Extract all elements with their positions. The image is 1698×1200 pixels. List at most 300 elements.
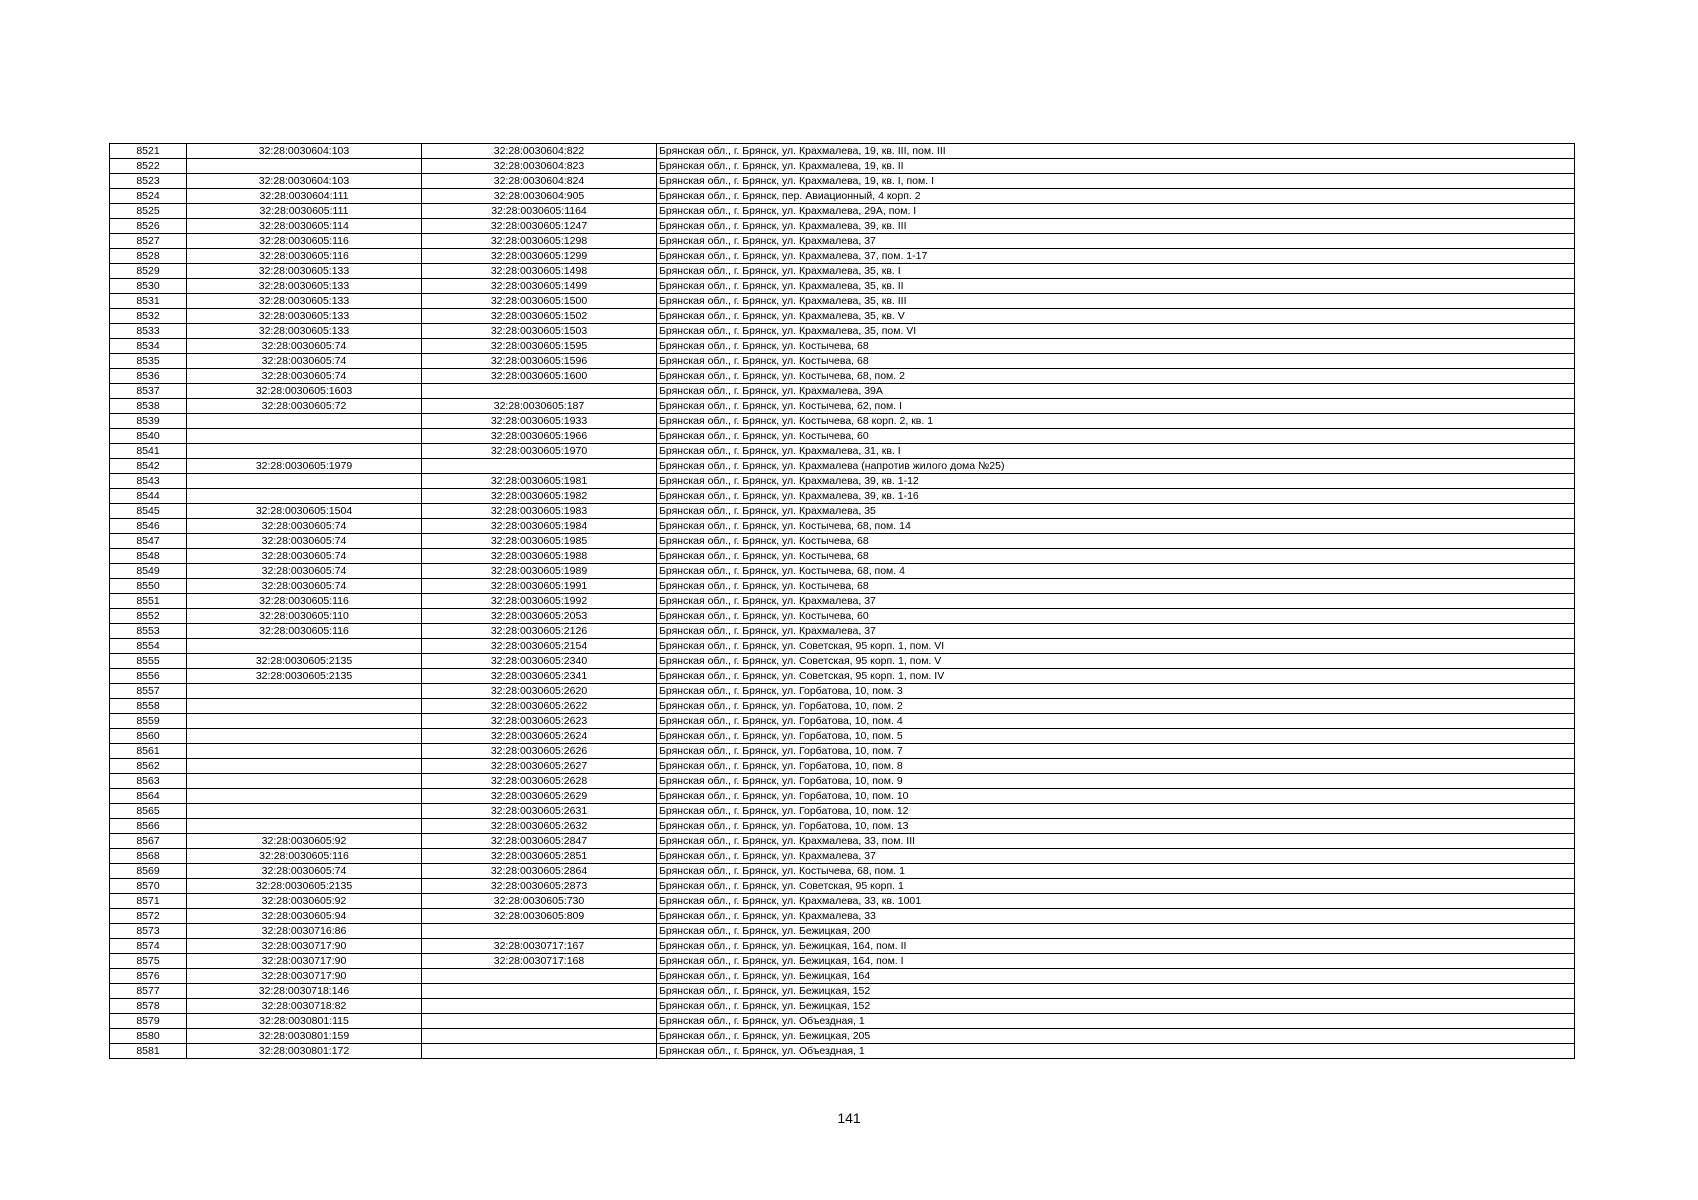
row-number-cell: 8561 bbox=[110, 744, 187, 759]
parent-cadastral-number-cell: 32:28:0030605:92 bbox=[187, 894, 422, 909]
cadastral-number-cell: 32:28:0030605:1983 bbox=[422, 504, 657, 519]
parent-cadastral-number-cell: 32:28:0030605:133 bbox=[187, 294, 422, 309]
address-cell: Брянская обл., г. Брянск, ул. Крахмалева, 19, кв. I, пом. I bbox=[657, 174, 1575, 189]
table-row bbox=[110, 189, 1575, 204]
table-row bbox=[110, 864, 1575, 879]
parent-cadastral-number-cell: 32:28:0030605:74 bbox=[187, 369, 422, 384]
cadastral-number-cell: 32:28:0030605:1985 bbox=[422, 534, 657, 549]
address-cell: Брянская обл., г. Брянск, ул. Крахмалева, 39, кв. III bbox=[657, 219, 1575, 234]
table-row bbox=[110, 879, 1575, 894]
address-cell: Брянская обл., г. Брянск, ул. Крахмалева (напротив жилого дома №25) bbox=[657, 459, 1575, 474]
table-row bbox=[110, 174, 1575, 189]
parent-cadastral-number-cell: 32:28:0030604:103 bbox=[187, 174, 422, 189]
row-number-cell: 8563 bbox=[110, 774, 187, 789]
row-number-cell: 8560 bbox=[110, 729, 187, 744]
address-cell: Брянская обл., г. Брянск, ул. Крахмалева, 33, кв. 1001 bbox=[657, 894, 1575, 909]
row-number-cell: 8576 bbox=[110, 969, 187, 984]
cadastral-number-cell: 32:28:0030605:1982 bbox=[422, 489, 657, 504]
row-number-cell: 8559 bbox=[110, 714, 187, 729]
table-row bbox=[110, 909, 1575, 924]
address-cell: Брянская обл., г. Брянск, ул. Объездная, 1 bbox=[657, 1044, 1575, 1059]
table-row bbox=[110, 159, 1575, 174]
address-cell: Брянская обл., г. Брянск, ул. Горбатова, 10, пом. 3 bbox=[657, 684, 1575, 699]
address-cell: Брянская обл., г. Брянск, ул. Горбатова, 10, пом. 10 bbox=[657, 789, 1575, 804]
table-row bbox=[110, 894, 1575, 909]
address-cell: Брянская обл., г. Брянск, ул. Советская, 95 корп. 1, пом. VI bbox=[657, 639, 1575, 654]
cadastral-number-cell bbox=[422, 924, 657, 939]
row-number-cell: 8577 bbox=[110, 984, 187, 999]
table-row bbox=[110, 264, 1575, 279]
row-number-cell: 8533 bbox=[110, 324, 187, 339]
parent-cadastral-number-cell: 32:28:0030717:90 bbox=[187, 954, 422, 969]
cadastral-number-cell: 32:28:0030605:1992 bbox=[422, 594, 657, 609]
address-cell: Брянская обл., г. Брянск, ул. Костычева, 60 bbox=[657, 609, 1575, 624]
cadastral-number-cell bbox=[422, 1029, 657, 1044]
row-number-cell: 8542 bbox=[110, 459, 187, 474]
row-number-cell: 8568 bbox=[110, 849, 187, 864]
parent-cadastral-number-cell: 32:28:0030604:103 bbox=[187, 144, 422, 159]
parent-cadastral-number-cell bbox=[187, 414, 422, 429]
address-cell: Брянская обл., г. Брянск, ул. Костычева, 68 bbox=[657, 339, 1575, 354]
table-row bbox=[110, 1029, 1575, 1044]
cadastral-number-cell: 32:28:0030605:2627 bbox=[422, 759, 657, 774]
registry-table-body bbox=[110, 144, 1575, 1059]
table-row bbox=[110, 294, 1575, 309]
address-cell: Брянская обл., г. Брянск, ул. Костычева, 68, пом. 4 bbox=[657, 564, 1575, 579]
row-number-cell: 8524 bbox=[110, 189, 187, 204]
cadastral-number-cell: 32:28:0030605:1991 bbox=[422, 579, 657, 594]
cadastral-number-cell: 32:28:0030605:2864 bbox=[422, 864, 657, 879]
parent-cadastral-number-cell: 32:28:0030605:74 bbox=[187, 864, 422, 879]
row-number-cell: 8531 bbox=[110, 294, 187, 309]
table-row bbox=[110, 699, 1575, 714]
row-number-cell: 8536 bbox=[110, 369, 187, 384]
table-row bbox=[110, 819, 1575, 834]
cadastral-number-cell: 32:28:0030605:1595 bbox=[422, 339, 657, 354]
address-cell: Брянская обл., г. Брянск, ул. Костычева, 68 bbox=[657, 549, 1575, 564]
cadastral-number-cell: 32:28:0030605:1984 bbox=[422, 519, 657, 534]
table-row bbox=[110, 609, 1575, 624]
cadastral-number-cell bbox=[422, 459, 657, 474]
table-row bbox=[110, 234, 1575, 249]
cadastral-number-cell: 32:28:0030605:1988 bbox=[422, 549, 657, 564]
parent-cadastral-number-cell: 32:28:0030716:86 bbox=[187, 924, 422, 939]
cadastral-number-cell: 32:28:0030605:2632 bbox=[422, 819, 657, 834]
cadastral-number-cell: 32:28:0030604:822 bbox=[422, 144, 657, 159]
parent-cadastral-number-cell bbox=[187, 729, 422, 744]
table-row bbox=[110, 399, 1575, 414]
row-number-cell: 8550 bbox=[110, 579, 187, 594]
cadastral-number-cell bbox=[422, 969, 657, 984]
row-number-cell: 8551 bbox=[110, 594, 187, 609]
parent-cadastral-number-cell: 32:28:0030717:90 bbox=[187, 969, 422, 984]
row-number-cell: 8578 bbox=[110, 999, 187, 1014]
row-number-cell: 8580 bbox=[110, 1029, 187, 1044]
table-row bbox=[110, 519, 1575, 534]
cadastral-number-cell: 32:28:0030604:824 bbox=[422, 174, 657, 189]
cadastral-number-cell: 32:28:0030605:2340 bbox=[422, 654, 657, 669]
row-number-cell: 8571 bbox=[110, 894, 187, 909]
address-cell: Брянская обл., г. Брянск, ул. Горбатова, 10, пом. 7 bbox=[657, 744, 1575, 759]
table-row bbox=[110, 489, 1575, 504]
cadastral-number-cell: 32:28:0030605:2620 bbox=[422, 684, 657, 699]
row-number-cell: 8541 bbox=[110, 444, 187, 459]
row-number-cell: 8539 bbox=[110, 414, 187, 429]
address-cell: Брянская обл., г. Брянск, ул. Костычева, 60 bbox=[657, 429, 1575, 444]
table-row bbox=[110, 1044, 1575, 1059]
address-cell: Брянская обл., г. Брянск, ул. Костычева, 62, пом. I bbox=[657, 399, 1575, 414]
table-row bbox=[110, 414, 1575, 429]
table-row bbox=[110, 249, 1575, 264]
row-number-cell: 8574 bbox=[110, 939, 187, 954]
cadastral-number-cell: 32:28:0030605:2623 bbox=[422, 714, 657, 729]
table-row bbox=[110, 669, 1575, 684]
cadastral-number-cell: 32:28:0030605:1500 bbox=[422, 294, 657, 309]
cadastral-number-cell: 32:28:0030604:823 bbox=[422, 159, 657, 174]
table-row bbox=[110, 579, 1575, 594]
parent-cadastral-number-cell: 32:28:0030605:74 bbox=[187, 519, 422, 534]
cadastral-number-cell: 32:28:0030604:905 bbox=[422, 189, 657, 204]
address-cell: Брянская обл., г. Брянск, ул. Советская, 95 корп. 1, пом. V bbox=[657, 654, 1575, 669]
table-row bbox=[110, 939, 1575, 954]
parent-cadastral-number-cell bbox=[187, 429, 422, 444]
address-cell: Брянская обл., г. Брянск, ул. Костычева, 68 bbox=[657, 354, 1575, 369]
row-number-cell: 8526 bbox=[110, 219, 187, 234]
cadastral-number-cell: 32:28:0030605:1498 bbox=[422, 264, 657, 279]
address-cell: Брянская обл., г. Брянск, ул. Бежицкая, 205 bbox=[657, 1029, 1575, 1044]
table-row bbox=[110, 534, 1575, 549]
address-cell: Брянская обл., г. Брянск, ул. Советская, 95 корп. 1 bbox=[657, 879, 1575, 894]
address-cell: Брянская обл., г. Брянск, ул. Горбатова, 10, пом. 5 bbox=[657, 729, 1575, 744]
row-number-cell: 8544 bbox=[110, 489, 187, 504]
address-cell: Брянская обл., г. Брянск, ул. Крахмалева, 39, кв. 1-12 bbox=[657, 474, 1575, 489]
table-row bbox=[110, 954, 1575, 969]
parent-cadastral-number-cell: 32:28:0030605:133 bbox=[187, 324, 422, 339]
address-cell: Брянская обл., г. Брянск, ул. Крахмалева, 37 bbox=[657, 234, 1575, 249]
row-number-cell: 8523 bbox=[110, 174, 187, 189]
cadastral-number-cell: 32:28:0030605:2628 bbox=[422, 774, 657, 789]
address-cell: Брянская обл., г. Брянск, ул. Крахмалева, 33 bbox=[657, 909, 1575, 924]
table-row bbox=[110, 474, 1575, 489]
registry-table bbox=[109, 143, 1575, 1059]
table-row bbox=[110, 789, 1575, 804]
address-cell: Брянская обл., г. Брянск, ул. Крахмалева, 37 bbox=[657, 849, 1575, 864]
parent-cadastral-number-cell: 32:28:0030605:116 bbox=[187, 594, 422, 609]
parent-cadastral-number-cell: 32:28:0030605:133 bbox=[187, 309, 422, 324]
address-cell: Брянская обл., г. Брянск, ул. Крахмалева, 19, кв. III, пом. III bbox=[657, 144, 1575, 159]
table-row bbox=[110, 504, 1575, 519]
row-number-cell: 8581 bbox=[110, 1044, 187, 1059]
cadastral-number-cell: 32:28:0030605:1499 bbox=[422, 279, 657, 294]
table-row bbox=[110, 219, 1575, 234]
cadastral-number-cell: 32:28:0030605:2847 bbox=[422, 834, 657, 849]
table-row bbox=[110, 639, 1575, 654]
cadastral-number-cell: 32:28:0030605:1299 bbox=[422, 249, 657, 264]
row-number-cell: 8564 bbox=[110, 789, 187, 804]
cadastral-number-cell bbox=[422, 1014, 657, 1029]
row-number-cell: 8535 bbox=[110, 354, 187, 369]
table-row bbox=[110, 834, 1575, 849]
cadastral-number-cell: 32:28:0030605:2624 bbox=[422, 729, 657, 744]
row-number-cell: 8579 bbox=[110, 1014, 187, 1029]
parent-cadastral-number-cell bbox=[187, 489, 422, 504]
row-number-cell: 8545 bbox=[110, 504, 187, 519]
table-row bbox=[110, 969, 1575, 984]
address-cell: Брянская обл., г. Брянск, ул. Крахмалева, 39, кв. 1-16 bbox=[657, 489, 1575, 504]
row-number-cell: 8522 bbox=[110, 159, 187, 174]
parent-cadastral-number-cell: 32:28:0030605:111 bbox=[187, 204, 422, 219]
cadastral-number-cell: 32:28:0030605:2622 bbox=[422, 699, 657, 714]
row-number-cell: 8552 bbox=[110, 609, 187, 624]
table-row bbox=[110, 759, 1575, 774]
parent-cadastral-number-cell: 32:28:0030801:172 bbox=[187, 1044, 422, 1059]
cadastral-number-cell: 32:28:0030605:1247 bbox=[422, 219, 657, 234]
address-cell: Брянская обл., г. Брянск, ул. Горбатова, 10, пом. 8 bbox=[657, 759, 1575, 774]
row-number-cell: 8555 bbox=[110, 654, 187, 669]
table-row bbox=[110, 654, 1575, 669]
row-number-cell: 8567 bbox=[110, 834, 187, 849]
table-row bbox=[110, 279, 1575, 294]
address-cell: Брянская обл., г. Брянск, ул. Крахмалева, 31, кв. I bbox=[657, 444, 1575, 459]
table-row bbox=[110, 744, 1575, 759]
address-cell: Брянская обл., г. Брянск, ул. Крахмалева, 35, кв. III bbox=[657, 294, 1575, 309]
address-cell: Брянская обл., г. Брянск, ул. Бежицкая, 164 bbox=[657, 969, 1575, 984]
parent-cadastral-number-cell: 32:28:0030605:74 bbox=[187, 534, 422, 549]
cadastral-number-cell: 32:28:0030605:1989 bbox=[422, 564, 657, 579]
table-row bbox=[110, 924, 1575, 939]
parent-cadastral-number-cell bbox=[187, 789, 422, 804]
address-cell: Брянская обл., г. Брянск, ул. Крахмалева, 37 bbox=[657, 594, 1575, 609]
address-cell: Брянская обл., г. Брянск, ул. Костычева, 68 bbox=[657, 534, 1575, 549]
parent-cadastral-number-cell: 32:28:0030605:74 bbox=[187, 564, 422, 579]
cadastral-number-cell bbox=[422, 984, 657, 999]
address-cell: Брянская обл., г. Брянск, ул. Костычева, 68, пом. 14 bbox=[657, 519, 1575, 534]
cadastral-number-cell: 32:28:0030605:1981 bbox=[422, 474, 657, 489]
cadastral-number-cell: 32:28:0030605:187 bbox=[422, 399, 657, 414]
row-number-cell: 8528 bbox=[110, 249, 187, 264]
cadastral-number-cell: 32:28:0030605:1596 bbox=[422, 354, 657, 369]
row-number-cell: 8537 bbox=[110, 384, 187, 399]
cadastral-number-cell: 32:28:0030605:2126 bbox=[422, 624, 657, 639]
parent-cadastral-number-cell: 32:28:0030605:72 bbox=[187, 399, 422, 414]
table-row bbox=[110, 984, 1575, 999]
cadastral-number-cell: 32:28:0030605:2873 bbox=[422, 879, 657, 894]
parent-cadastral-number-cell: 32:28:0030718:146 bbox=[187, 984, 422, 999]
table-row bbox=[110, 459, 1575, 474]
row-number-cell: 8556 bbox=[110, 669, 187, 684]
table-row bbox=[110, 729, 1575, 744]
address-cell: Брянская обл., г. Брянск, ул. Крахмалева, 29А, пом. I bbox=[657, 204, 1575, 219]
parent-cadastral-number-cell: 32:28:0030605:74 bbox=[187, 549, 422, 564]
parent-cadastral-number-cell: 32:28:0030605:114 bbox=[187, 219, 422, 234]
parent-cadastral-number-cell bbox=[187, 744, 422, 759]
row-number-cell: 8558 bbox=[110, 699, 187, 714]
parent-cadastral-number-cell: 32:28:0030605:2135 bbox=[187, 654, 422, 669]
cadastral-number-cell: 32:28:0030717:167 bbox=[422, 939, 657, 954]
cadastral-number-cell: 32:28:0030605:2154 bbox=[422, 639, 657, 654]
parent-cadastral-number-cell: 32:28:0030605:74 bbox=[187, 579, 422, 594]
cadastral-number-cell: 32:28:0030605:2851 bbox=[422, 849, 657, 864]
table-row bbox=[110, 204, 1575, 219]
table-row bbox=[110, 684, 1575, 699]
cadastral-number-cell: 32:28:0030605:2053 bbox=[422, 609, 657, 624]
address-cell: Брянская обл., г. Брянск, ул. Крахмалева, 39А bbox=[657, 384, 1575, 399]
cadastral-number-cell: 32:28:0030605:2626 bbox=[422, 744, 657, 759]
page-number: 141 bbox=[837, 1110, 861, 1126]
parent-cadastral-number-cell: 32:28:0030605:94 bbox=[187, 909, 422, 924]
parent-cadastral-number-cell: 32:28:0030604:111 bbox=[187, 189, 422, 204]
parent-cadastral-number-cell: 32:28:0030605:1603 bbox=[187, 384, 422, 399]
row-number-cell: 8546 bbox=[110, 519, 187, 534]
cadastral-number-cell: 32:28:0030717:168 bbox=[422, 954, 657, 969]
address-cell: Брянская обл., г. Брянск, ул. Горбатова, 10, пом. 9 bbox=[657, 774, 1575, 789]
address-cell: Брянская обл., г. Брянск, ул. Крахмалева, 35, кв. V bbox=[657, 309, 1575, 324]
parent-cadastral-number-cell bbox=[187, 684, 422, 699]
parent-cadastral-number-cell: 32:28:0030801:159 bbox=[187, 1029, 422, 1044]
parent-cadastral-number-cell: 32:28:0030605:74 bbox=[187, 339, 422, 354]
row-number-cell: 8554 bbox=[110, 639, 187, 654]
parent-cadastral-number-cell: 32:28:0030605:92 bbox=[187, 834, 422, 849]
parent-cadastral-number-cell bbox=[187, 804, 422, 819]
parent-cadastral-number-cell: 32:28:0030605:133 bbox=[187, 264, 422, 279]
parent-cadastral-number-cell bbox=[187, 159, 422, 174]
row-number-cell: 8538 bbox=[110, 399, 187, 414]
table-row bbox=[110, 429, 1575, 444]
row-number-cell: 8553 bbox=[110, 624, 187, 639]
cadastral-number-cell: 32:28:0030605:2631 bbox=[422, 804, 657, 819]
address-cell: Брянская обл., г. Брянск, ул. Крахмалева, 35, кв. II bbox=[657, 279, 1575, 294]
parent-cadastral-number-cell: 32:28:0030605:116 bbox=[187, 624, 422, 639]
address-cell: Брянская обл., г. Брянск, ул. Крахмалева, 35, кв. I bbox=[657, 264, 1575, 279]
address-cell: Брянская обл., г. Брянск, ул. Крахмалева, 37, пом. 1-17 bbox=[657, 249, 1575, 264]
cadastral-number-cell: 32:28:0030605:1298 bbox=[422, 234, 657, 249]
address-cell: Брянская обл., г. Брянск, ул. Горбатова, 10, пом. 2 bbox=[657, 699, 1575, 714]
address-cell: Брянская обл., г. Брянск, ул. Крахмалева, 37 bbox=[657, 624, 1575, 639]
table-row bbox=[110, 714, 1575, 729]
address-cell: Брянская обл., г. Брянск, ул. Крахмалева, 33, пом. III bbox=[657, 834, 1575, 849]
table-row bbox=[110, 309, 1575, 324]
row-number-cell: 8530 bbox=[110, 279, 187, 294]
cadastral-number-cell bbox=[422, 999, 657, 1014]
address-cell: Брянская обл., г. Брянск, ул. Объездная, 1 bbox=[657, 1014, 1575, 1029]
address-cell: Брянская обл., г. Брянск, ул. Советская, 95 корп. 1, пом. IV bbox=[657, 669, 1575, 684]
address-cell: Брянская обл., г. Брянск, пер. Авиационный, 4 корп. 2 bbox=[657, 189, 1575, 204]
cadastral-number-cell: 32:28:0030605:809 bbox=[422, 909, 657, 924]
table-row bbox=[110, 564, 1575, 579]
parent-cadastral-number-cell bbox=[187, 714, 422, 729]
table-row bbox=[110, 144, 1575, 159]
cadastral-number-cell: 32:28:0030605:1970 bbox=[422, 444, 657, 459]
table-row bbox=[110, 354, 1575, 369]
cadastral-number-cell: 32:28:0030605:1933 bbox=[422, 414, 657, 429]
row-number-cell: 8575 bbox=[110, 954, 187, 969]
cadastral-number-cell: 32:28:0030605:730 bbox=[422, 894, 657, 909]
table-row bbox=[110, 999, 1575, 1014]
table-row bbox=[110, 369, 1575, 384]
parent-cadastral-number-cell bbox=[187, 444, 422, 459]
table-row bbox=[110, 384, 1575, 399]
address-cell: Брянская обл., г. Брянск, ул. Крахмалева, 19, кв. II bbox=[657, 159, 1575, 174]
address-cell: Брянская обл., г. Брянск, ул. Бежицкая, 152 bbox=[657, 984, 1575, 999]
parent-cadastral-number-cell bbox=[187, 819, 422, 834]
address-cell: Брянская обл., г. Брянск, ул. Костычева, 68, пом. 1 bbox=[657, 864, 1575, 879]
parent-cadastral-number-cell: 32:28:0030605:1979 bbox=[187, 459, 422, 474]
table-row bbox=[110, 774, 1575, 789]
address-cell: Брянская обл., г. Брянск, ул. Костычева, 68 bbox=[657, 579, 1575, 594]
parent-cadastral-number-cell: 32:28:0030605:2135 bbox=[187, 669, 422, 684]
table-row bbox=[110, 339, 1575, 354]
parent-cadastral-number-cell: 32:28:0030717:90 bbox=[187, 939, 422, 954]
parent-cadastral-number-cell: 32:28:0030605:2135 bbox=[187, 879, 422, 894]
address-cell: Брянская обл., г. Брянск, ул. Горбатова, 10, пом. 12 bbox=[657, 804, 1575, 819]
row-number-cell: 8521 bbox=[110, 144, 187, 159]
address-cell: Брянская обл., г. Брянск, ул. Бежицкая, 200 bbox=[657, 924, 1575, 939]
cadastral-number-cell: 32:28:0030605:2341 bbox=[422, 669, 657, 684]
row-number-cell: 8548 bbox=[110, 549, 187, 564]
table-row bbox=[110, 444, 1575, 459]
parent-cadastral-number-cell bbox=[187, 474, 422, 489]
cadastral-number-cell: 32:28:0030605:1164 bbox=[422, 204, 657, 219]
address-cell: Брянская обл., г. Брянск, ул. Бежицкая, 164, пом. II bbox=[657, 939, 1575, 954]
parent-cadastral-number-cell: 32:28:0030801:115 bbox=[187, 1014, 422, 1029]
cadastral-number-cell: 32:28:0030605:1503 bbox=[422, 324, 657, 339]
table-row bbox=[110, 549, 1575, 564]
address-cell: Брянская обл., г. Брянск, ул. Крахмалева, 35 bbox=[657, 504, 1575, 519]
cadastral-number-cell: 32:28:0030605:1966 bbox=[422, 429, 657, 444]
cadastral-number-cell bbox=[422, 384, 657, 399]
table-row bbox=[110, 624, 1575, 639]
address-cell: Брянская обл., г. Брянск, ул. Крахмалева, 35, пом. VI bbox=[657, 324, 1575, 339]
parent-cadastral-number-cell bbox=[187, 699, 422, 714]
parent-cadastral-number-cell bbox=[187, 639, 422, 654]
row-number-cell: 8549 bbox=[110, 564, 187, 579]
row-number-cell: 8525 bbox=[110, 204, 187, 219]
row-number-cell: 8529 bbox=[110, 264, 187, 279]
row-number-cell: 8562 bbox=[110, 759, 187, 774]
parent-cadastral-number-cell: 32:28:0030605:1504 bbox=[187, 504, 422, 519]
cadastral-number-cell: 32:28:0030605:1600 bbox=[422, 369, 657, 384]
row-number-cell: 8547 bbox=[110, 534, 187, 549]
row-number-cell: 8532 bbox=[110, 309, 187, 324]
table-row bbox=[110, 804, 1575, 819]
row-number-cell: 8572 bbox=[110, 909, 187, 924]
table-row bbox=[110, 849, 1575, 864]
address-cell: Брянская обл., г. Брянск, ул. Костычева, 68, пом. 2 bbox=[657, 369, 1575, 384]
parent-cadastral-number-cell: 32:28:0030605:110 bbox=[187, 609, 422, 624]
table-row bbox=[110, 324, 1575, 339]
row-number-cell: 8569 bbox=[110, 864, 187, 879]
address-cell: Брянская обл., г. Брянск, ул. Бежицкая, 164, пом. I bbox=[657, 954, 1575, 969]
row-number-cell: 8527 bbox=[110, 234, 187, 249]
address-cell: Брянская обл., г. Брянск, ул. Горбатова, 10, пом. 13 bbox=[657, 819, 1575, 834]
parent-cadastral-number-cell: 32:28:0030605:116 bbox=[187, 234, 422, 249]
address-cell: Брянская обл., г. Брянск, ул. Костычева, 68 корп. 2, кв. 1 bbox=[657, 414, 1575, 429]
row-number-cell: 8557 bbox=[110, 684, 187, 699]
parent-cadastral-number-cell: 32:28:0030605:116 bbox=[187, 849, 422, 864]
parent-cadastral-number-cell bbox=[187, 774, 422, 789]
address-cell: Брянская обл., г. Брянск, ул. Горбатова, 10, пом. 4 bbox=[657, 714, 1575, 729]
address-cell: Брянская обл., г. Брянск, ул. Бежицкая, 152 bbox=[657, 999, 1575, 1014]
row-number-cell: 8565 bbox=[110, 804, 187, 819]
row-number-cell: 8543 bbox=[110, 474, 187, 489]
row-number-cell: 8570 bbox=[110, 879, 187, 894]
row-number-cell: 8573 bbox=[110, 924, 187, 939]
row-number-cell: 8534 bbox=[110, 339, 187, 354]
table-row bbox=[110, 1014, 1575, 1029]
cadastral-number-cell: 32:28:0030605:1502 bbox=[422, 309, 657, 324]
row-number-cell: 8566 bbox=[110, 819, 187, 834]
table-row bbox=[110, 594, 1575, 609]
